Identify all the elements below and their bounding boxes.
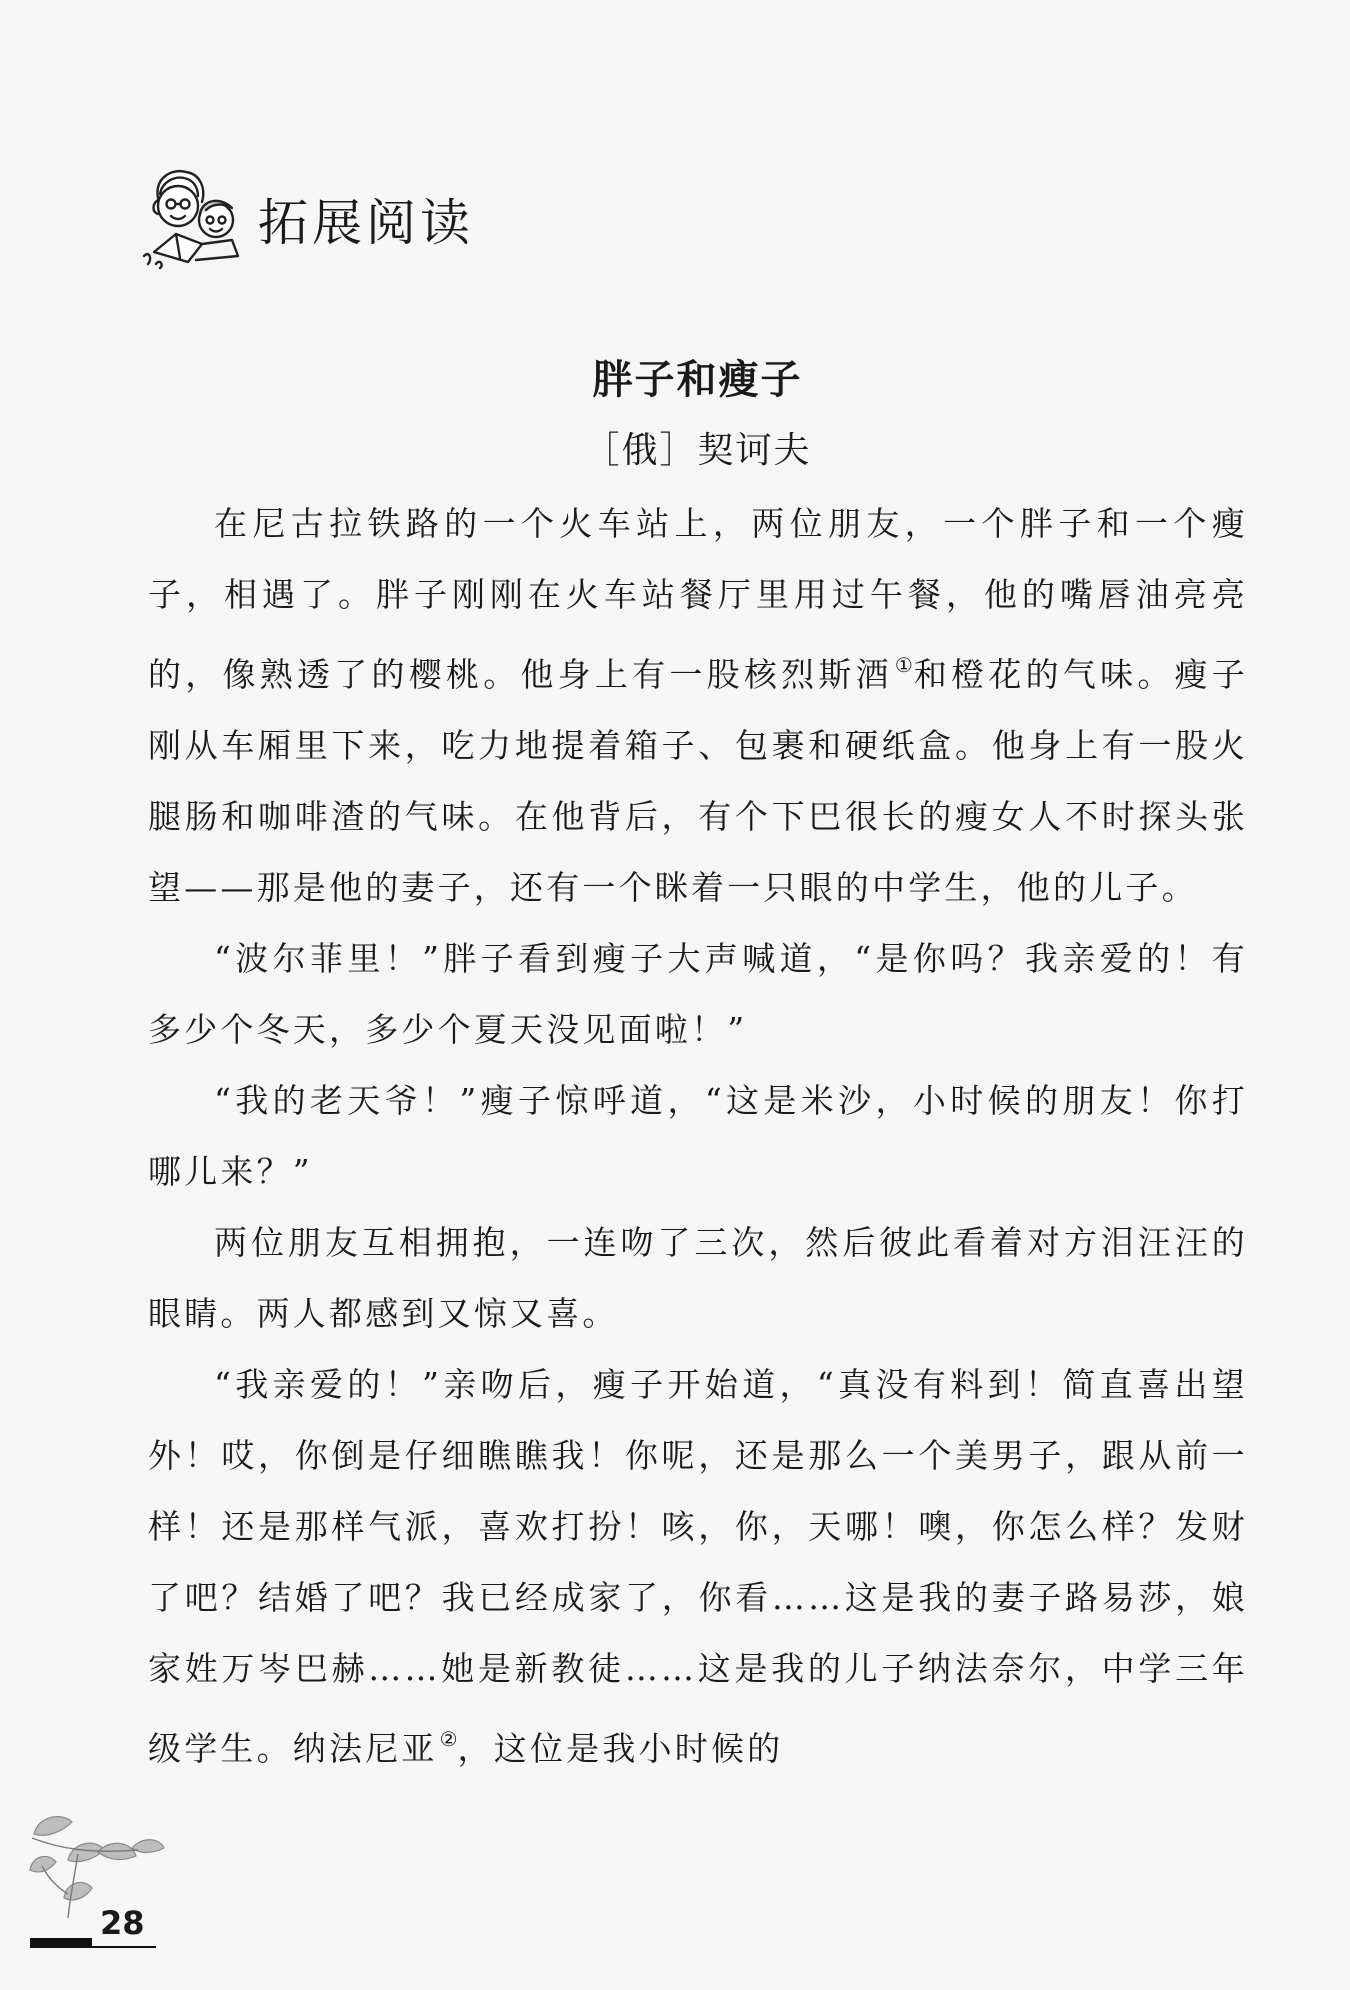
paragraph: “我亲爱的！”亲吻后，瘦子开始道，“真没有料到！简直喜出望外！哎，你倒是仔细瞧瞧我！你呢，还是那么一个美男子，跟从前一样！还是那样气派，喜欢打扮！咳，你，天哪！噢，你怎么样？发财了吧？结婚了吧？我已经成家了，你看……这是我的妻子路易莎，娘家姓万岑巴赫……她是新教徒……这是我的儿子纳法奈尔，中学三年级学生。纳法尼亚 ②，这位是我小时候的 <box>148 1365 1248 1768</box>
reading-children-icon <box>140 160 252 270</box>
section-header <box>140 160 474 270</box>
article-body <box>148 488 1248 1784</box>
paragraph: “我的老天爷！”瘦子惊呼道，“这是米沙，小时候的朋友！你打哪儿来？” <box>148 1081 1248 1191</box>
paragraph: 在尼古拉铁路的一个火车站上，两位朋友，一个胖子和一个瘦子，相遇了。胖子刚刚在火车站餐厅里用过午餐，他的嘴唇油亮亮的，像熟透了的樱桃。他身上有一股核烈斯酒 ①和橙花的气味。瘦子刚从车厢里下来，吃力地提着箱子、包裹和硬纸盒。他身上有一股火腿肠和咖啡渣的气味。在他背后，有个下巴很长的瘦女人不时探头张望——那是他的妻子，还有一个眯着一只眼的中学生，他的儿子。 <box>148 504 1249 907</box>
article-author: ［俄］契诃夫 <box>583 430 812 471</box>
page-number: 28 <box>100 1904 145 1942</box>
page-number-bar <box>30 1938 92 1948</box>
section-title: 拓展阅读 <box>258 194 474 252</box>
paragraph: “波尔菲里！”胖子看到瘦子大声喊道，“是你吗？我亲爱的！有多少个冬天，多少个夏天没见面啦！” <box>148 939 1248 1049</box>
article-title: 胖子和瘦子 <box>592 356 803 403</box>
page-number-underline <box>92 1946 156 1948</box>
paragraph: 两位朋友互相拥抱，一连吻了三次，然后彼此看着对方泪汪汪的眼睛。两人都感到又惊又喜。 <box>148 1223 1248 1333</box>
footnote-marker: ① <box>894 653 914 677</box>
footnote-marker: ② <box>439 1727 458 1751</box>
